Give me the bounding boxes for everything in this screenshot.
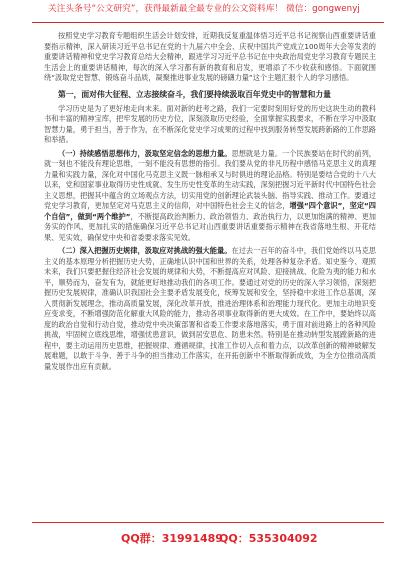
subsection-1-paragraph xyxy=(44,149,376,244)
subsection-2-title: （二）深入把握历史规律，汲取应对挑战的强大能量。 xyxy=(58,246,232,255)
subsection-1-title: （一）持续感悟思想伟力，汲取坚定信念的思想力量。 xyxy=(58,148,232,158)
subsection-1-tail: ，不断提高政治判断力、政治领悟力、政治执行力，以更加饱满的精神、更加务实的作风、更加扎实的措施确保习近平总书记对山西重要讲话重要指示精神在我省落地生根、开花结果、见实效，确保党中央和省委要求落实见效。 xyxy=(44,211,376,242)
intro-paragraph: 按照党史学习教育专题组织生活会计划安排，近期我反复重温体悟习近平总书记视察山西重要讲话重要指示精神，深入研读习近平总书记在党的十九届六中全会、庆祝中国共产党成立100周年大会等发表的重要讲话精神和党史学习教育总结大会精神，跟进学习习近平总书记在中央政治局党史学习教育专题民主生活会上的重要讲话精神，每次的深入学习都有新的教育和启发，更增添了不少收获和感悟。下面就围绕“汲取党史智慧、锻炼奋斗品质，凝聚推进事业发展的磅礴力量”这个主题汇报个人的学习感悟。 xyxy=(44,31,376,82)
qq-number: QQ：535304092 xyxy=(219,532,318,545)
footer xyxy=(0,530,408,548)
top-banner: 关注头条号“公文研究”，获得最新最全最专业的公文资料库！ 微信：gongwenyj xyxy=(48,4,360,14)
section-heading: 第一，面对伟大征程、立志接续奋斗，我们要持续汲取百年党史中的智慧和力量 xyxy=(58,89,331,99)
subsection-2-paragraph xyxy=(44,246,376,372)
qq-group-number: QQ群：31991489 xyxy=(121,532,223,545)
subsection-2-text: 在过去一百年的奋斗中，我们党始终以马克思主义的基本原理分析把握历史大势，正确地认识中国和世界的关系，处理各种复杂矛盾。知史鉴今、观照未来，我们只要把握住经济社会发展的规律和大势，不断提高应对风险、迎接挑战、化险为夷的能力和水平，顺势而为，奋发有为，就能更好地推动我们的各项工作。要通过对党的历史的深入学习领悟，深刻把握历史发展规律，准确认识我国社会主要矛盾发展变化，统筹发展和安全，坚持稳中求进工作总基调，深入贯彻新发展理念，推动高质量发展，深化改革开放，推进治理体系和治理能力现代化。更加主动地识变应变求变，不断增强防范化解重大风险的能力，推动各项事业取得新的更大成效。在工作中，要始终以高度的政治自觉和行动自觉，推动党中央决策部署和省委工作要求落地落实，勇于面对前进路上的各种风险挑战，牢固树立底线思维，增强忧患意识，做到居安思危、防患未然。特别是在推动转型发展蹚新路的进程中，要主动运用历史思维，把握规律、遵循规律，找准工作切入点和着力点，以改革创新的精神破解发展难题，以敢于斗争、善于斗争的担当推动工作落实，在开拓创新中不断取得新成效，为全方位推动高质量发展作出应有贡献。 xyxy=(44,246,376,371)
top-divider xyxy=(32,22,384,23)
subsection-1-text: 思想就是力量。一个民族要站在时代的前列，就一刻也不能没有理论思维，一刻不能没有思想的指引。我们要从党的非凡历程中感悟马克思主义的真理力量和实践力量，深化对中国化马克思主义既一脉相承又与时俱进的理论品格。特别是要结合党的十八大以来，党和国家事业取得历史性成就、发生历史性变革的生动实践，深刻把握习近平新时代中国特色社会主义思想，把握其中蕴含的立场观点方法，切实用党的创新理论武装头脑、指导实践、推动工作。要通过党史学习教育，更加坚定对马克思主义的信仰，对中国特色社会主义的信念， xyxy=(44,148,376,210)
subsection-1-emphasis: 增强“四个意识”，坚定“四个自信”，做到“两个维护” xyxy=(44,201,376,221)
section-intro-paragraph: 学习历史是为了更好地走向未来。面对新的赶考之路，我们一定要时刻用好党的历史这块生动的教科书和丰富的精神宝库，把牢发展的历史方位，深刻汲取历史经验，全面掌握实践要求，不断在学习中汲取智慧力量，勇于担当，善于作为，在不断深化党史学习成果的过程中找到服务转型发展跨新路的工作思路和举措。 xyxy=(44,103,376,144)
document-body xyxy=(44,31,376,372)
bottom-divider xyxy=(32,522,384,523)
